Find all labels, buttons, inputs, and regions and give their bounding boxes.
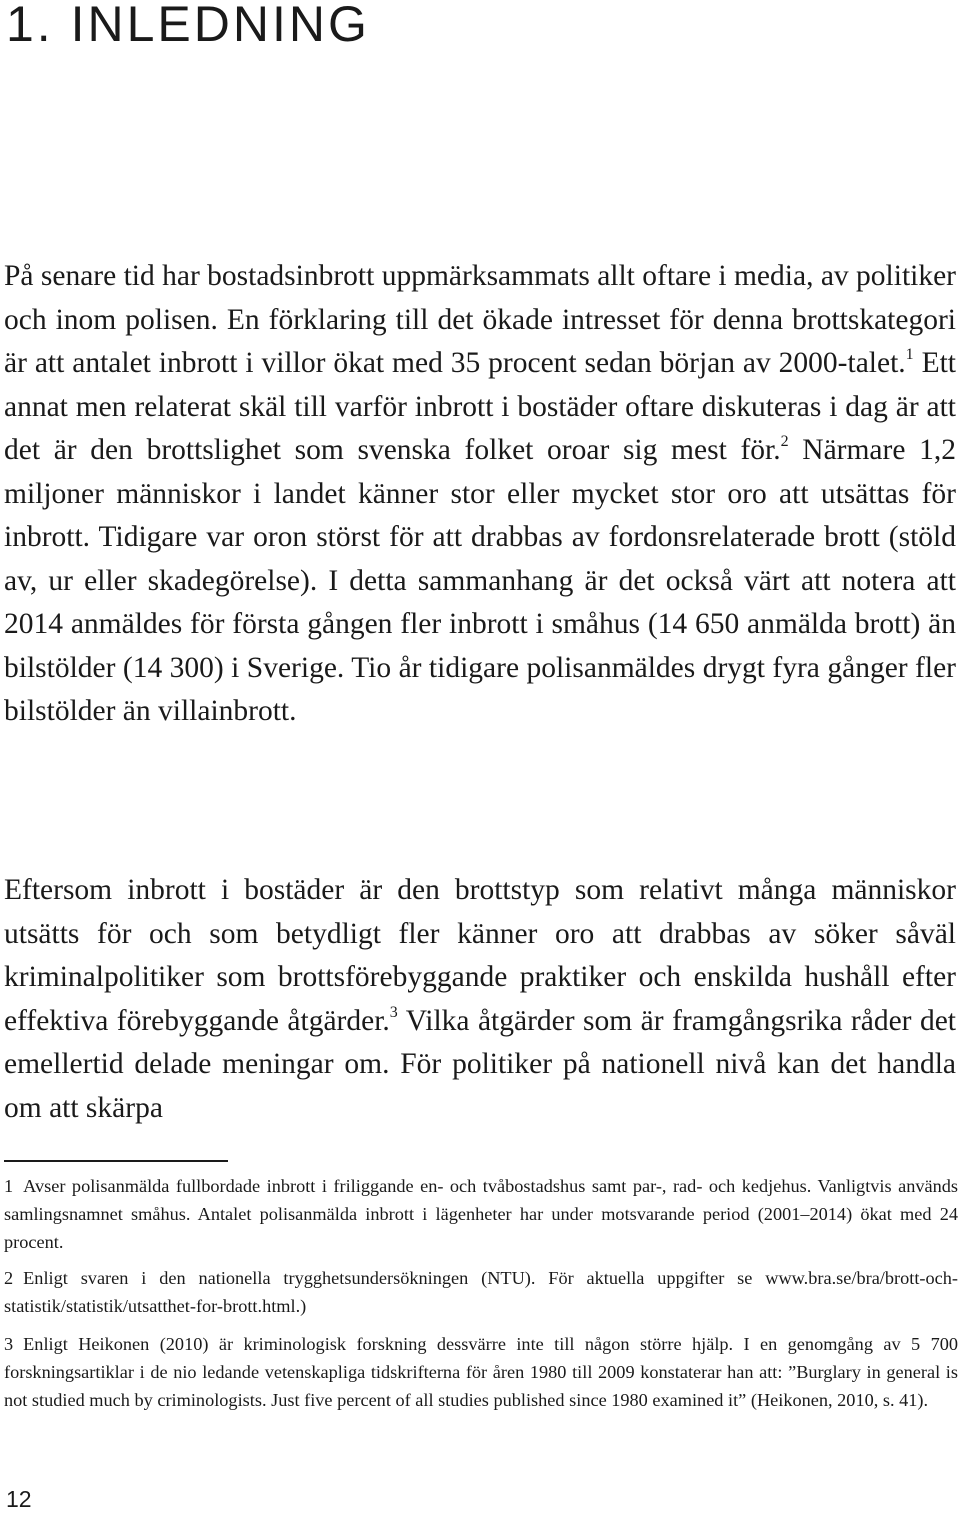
footnote-1-text: Avser polisanmälda fullbordade inbrott i friliggande en- och tvåbostadshus samt par-, rad- och kedjehus. Vanligtvis används samlingsnamnet småhus. Antalet polisanmälda inbrott i lägenheter har under motsvarande period (2001–2014) ökat med 24 procent. <box>4 1176 958 1252</box>
body-paragraph-2 <box>4 869 956 1130</box>
footnote-ref-3[interactable]: 3 <box>389 1003 398 1021</box>
body-paragraph-1 <box>4 255 956 734</box>
footnote-1 <box>4 1172 958 1256</box>
page-number: 12 <box>6 1486 32 1512</box>
footnote-2-text: Enligt svaren i den nationella trygghetsundersökningen (NTU). För aktuella uppgifter se www.bra.se/bra/brott-och-statistik/statistik/utsatthet-for-brott.html.) <box>4 1268 958 1316</box>
footnote-ref-2[interactable]: 2 <box>780 433 789 451</box>
paragraph-1-text-c: Närmare 1,2 miljoner människor i landet känner stor eller mycket stor oro att utsättas för inbrott. Tidigare var oron störst för att drabbas av fordonsrelaterade brott (stöld av, ur eller skadegörelse). I detta sammanhang är det också värt att notera att 2014 anmäldes för första gången fler inbrott i småhus (14 650 anmälda brott) än bilstölder (14 300) i Sverige. Tio år tidigare polisanmäldes drygt fyra gånger fler bilstölder än villainbrott. <box>4 434 956 727</box>
paragraph-1-text-b: Ett annat men relaterat skäl till varför inbrott i bostäder oftare diskuteras i dag är att det är den brottslighet som svenska folket oroar sig mest för. <box>4 347 956 466</box>
paragraph-1-text-a: På senare tid har bostadsinbrott uppmärksammats allt oftare i media, av politiker och inom polisen. En förklaring till det ökade intresset för denna brottskategori är att antalet inbrott i villor ökat med 35 procent sedan början av 2000-talet. <box>4 260 956 379</box>
footnote-2-number: 2 <box>4 1268 14 1288</box>
chapter-heading: 1. INLEDNING <box>6 0 370 52</box>
footnote-divider <box>4 1160 228 1162</box>
footnote-3-number: 3 <box>4 1334 14 1354</box>
footnote-1-number: 1 <box>4 1176 14 1196</box>
footnote-3 <box>4 1330 958 1414</box>
footnote-2 <box>4 1264 958 1320</box>
footnote-3-text: Enligt Heikonen (2010) är kriminologisk forskning dessvärre inte till någon större hjälp. I en genomgång av 5 700 forskningsartiklar i de nio ledande vetenskapliga tidskrifterna för åren 1980 till 2009 konstaterar han att: ”Burglary in general is not studied much by criminologists. Just five percent of all studies published since 1980 examined it” (Heikonen, 2010, s. 41). <box>4 1334 958 1410</box>
paragraph-2-text-b: Vilka åtgärder som är framgångsrika råder det emellertid delade meningar om. För politiker på nationell nivå kan det handla om att skärpa <box>4 1004 957 1124</box>
paragraph-2-text-a: Eftersom inbrott i bostäder är den brottstyp som relativt många människor utsätts för och som betydligt fler känner oro att drabbas av söker såväl kriminalpolitiker som brottsförebyggande praktiker och enskilda hushåll efter effektiva förebyggande åtgärder. <box>4 874 956 1037</box>
footnote-ref-1[interactable]: 1 <box>905 346 914 364</box>
